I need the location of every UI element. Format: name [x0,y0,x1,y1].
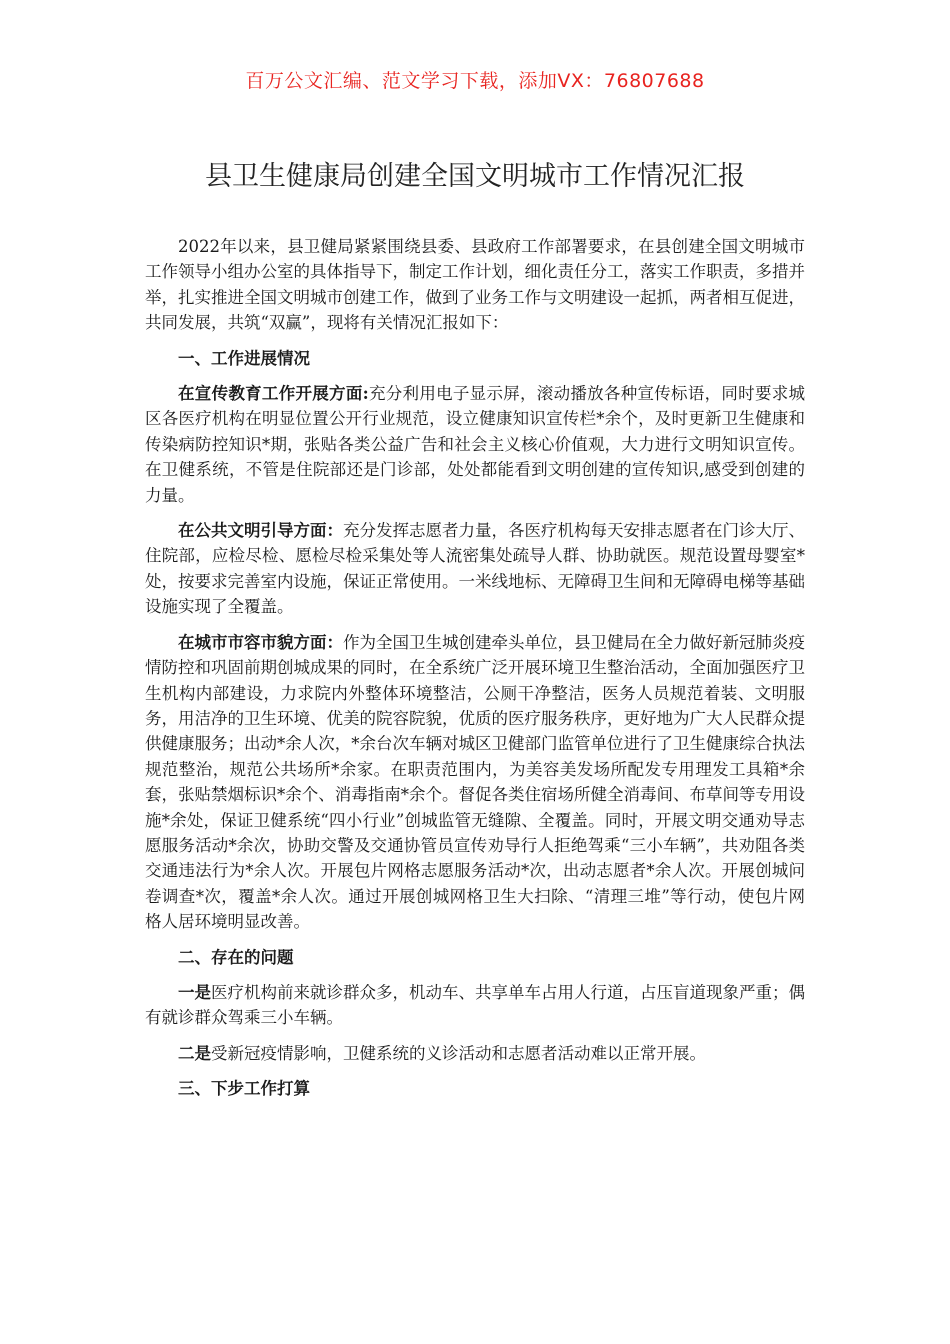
paragraph-problem-two [145,1041,805,1066]
paragraph-lead: 一是 [178,982,211,1002]
paragraph-text: 充分利用电子显示屏，滚动播放各种宣传标语，同时要求城区各医疗机构在明显位置公开行业规范，设立健康知识宣传栏*余个，及时更新卫生健康和传染病防控知识*期，张贴各类公益广告和社会主义核心价值观，大力进行文明知识宣传。在卫健系统，不管是住院部还是门诊部，处处都能看到文明创建的宣传知识,感受到创建的力量。 [145,384,805,505]
paragraph-city-appearance [145,630,805,935]
paragraph-lead: 在城市市容市貌方面： [178,632,343,652]
intro-paragraph: 2022年以来，县卫健局紧紧围绕县委、县政府工作部署要求，在县创建全国文明城市工作领导小组办公室的具体指导下，制定工作计划，细化责任分工，落实工作职责，多措并举，扎实推进全国文明城市创建工作，做到了业务工作与文明建设一起抓，两者相互促进，共同发展，共筑“双赢”，现将有关情况汇报如下： [145,237,805,333]
section-heading-problems: 二、存在的问题 [178,947,294,967]
paragraph-text: 充分发挥志愿者力量，各医疗机构每天安排志愿者在门诊大厅、住院部，应检尽检、愿检尽检采集处等人流密集处疏导人群、协助就医。规范设置母婴室*处，按要求完善室内设施，保证正常使用。一米线地标、无障碍卫生间和无障碍电梯等基础设施实现了全覆盖。 [145,521,805,617]
paragraph-publicity [145,381,805,508]
document-title: 县卫生健康局创建全国文明城市工作情况汇报 [205,161,745,192]
paragraph-text: 医疗机构前来就诊群众多，机动车、共享单车占用人行道，占压盲道现象严重；偶有就诊群众驾乘三小车辆。 [145,982,805,1028]
paragraph-lead: 在公共文明引导方面： [178,521,343,541]
section-heading-next-steps: 三、下步工作打算 [178,1079,310,1099]
header-banner: 百万公文汇编、范文学习下载，添加VX：76807688 [245,70,705,92]
document-body [145,234,805,1112]
paragraph-lead: 二是 [178,1043,211,1063]
paragraph-text: 作为全国卫生城创建牵头单位，县卫健局在全力做好新冠肺炎疫情防控和巩固前期创城成果的同时，在全系统广泛开展环境卫生整治活动，全面加强医疗卫生机构内部建设，力求院内外整体环境整洁，公厕干净整洁，医务人员规范着装、文明服务，用洁净的卫生环境、优美的院容院貌，优质的医疗服务秩序，更好地为广大人民群众提供健康服务；出动*余人次，*余台次车辆对城区卫健部门监管单位进行了卫生健康综合执法规范整治，规范公共场所*余家。在职责范围内，为美容美发场所配发专用理发工具箱*余套，张贴禁烟标识*余个、消毒指南*余个。督促各类住宿场所健全消毒间、布草间等专用设施*余处，保证卫健系统“四小行业”创城监管无缝隙、全覆盖。同时，开展文明交通劝导志愿服务活动*余次，协助交警及交通协管员宣传劝导行人拒绝驾乘“三小车辆”，共劝阻各类交通违法行为*余人次。开展包片网格志愿服务活动*次，出动志愿者*余人次。开展创城问卷调查*次，覆盖*余人次。通过开展创城网格卫生大扫除、“清理三堆”等行动，使包片网格人居环境明显改善。 [145,632,805,932]
paragraph-lead: 在宣传教育工作开展方面: [178,384,369,404]
paragraph-text: 受新冠疫情影响，卫健系统的义诊活动和志愿者活动难以正常开展。 [211,1043,706,1063]
section-heading-progress: 一、工作进展情况 [178,348,310,368]
paragraph-civility-guidance [145,518,805,620]
paragraph-problem-one [145,980,805,1031]
